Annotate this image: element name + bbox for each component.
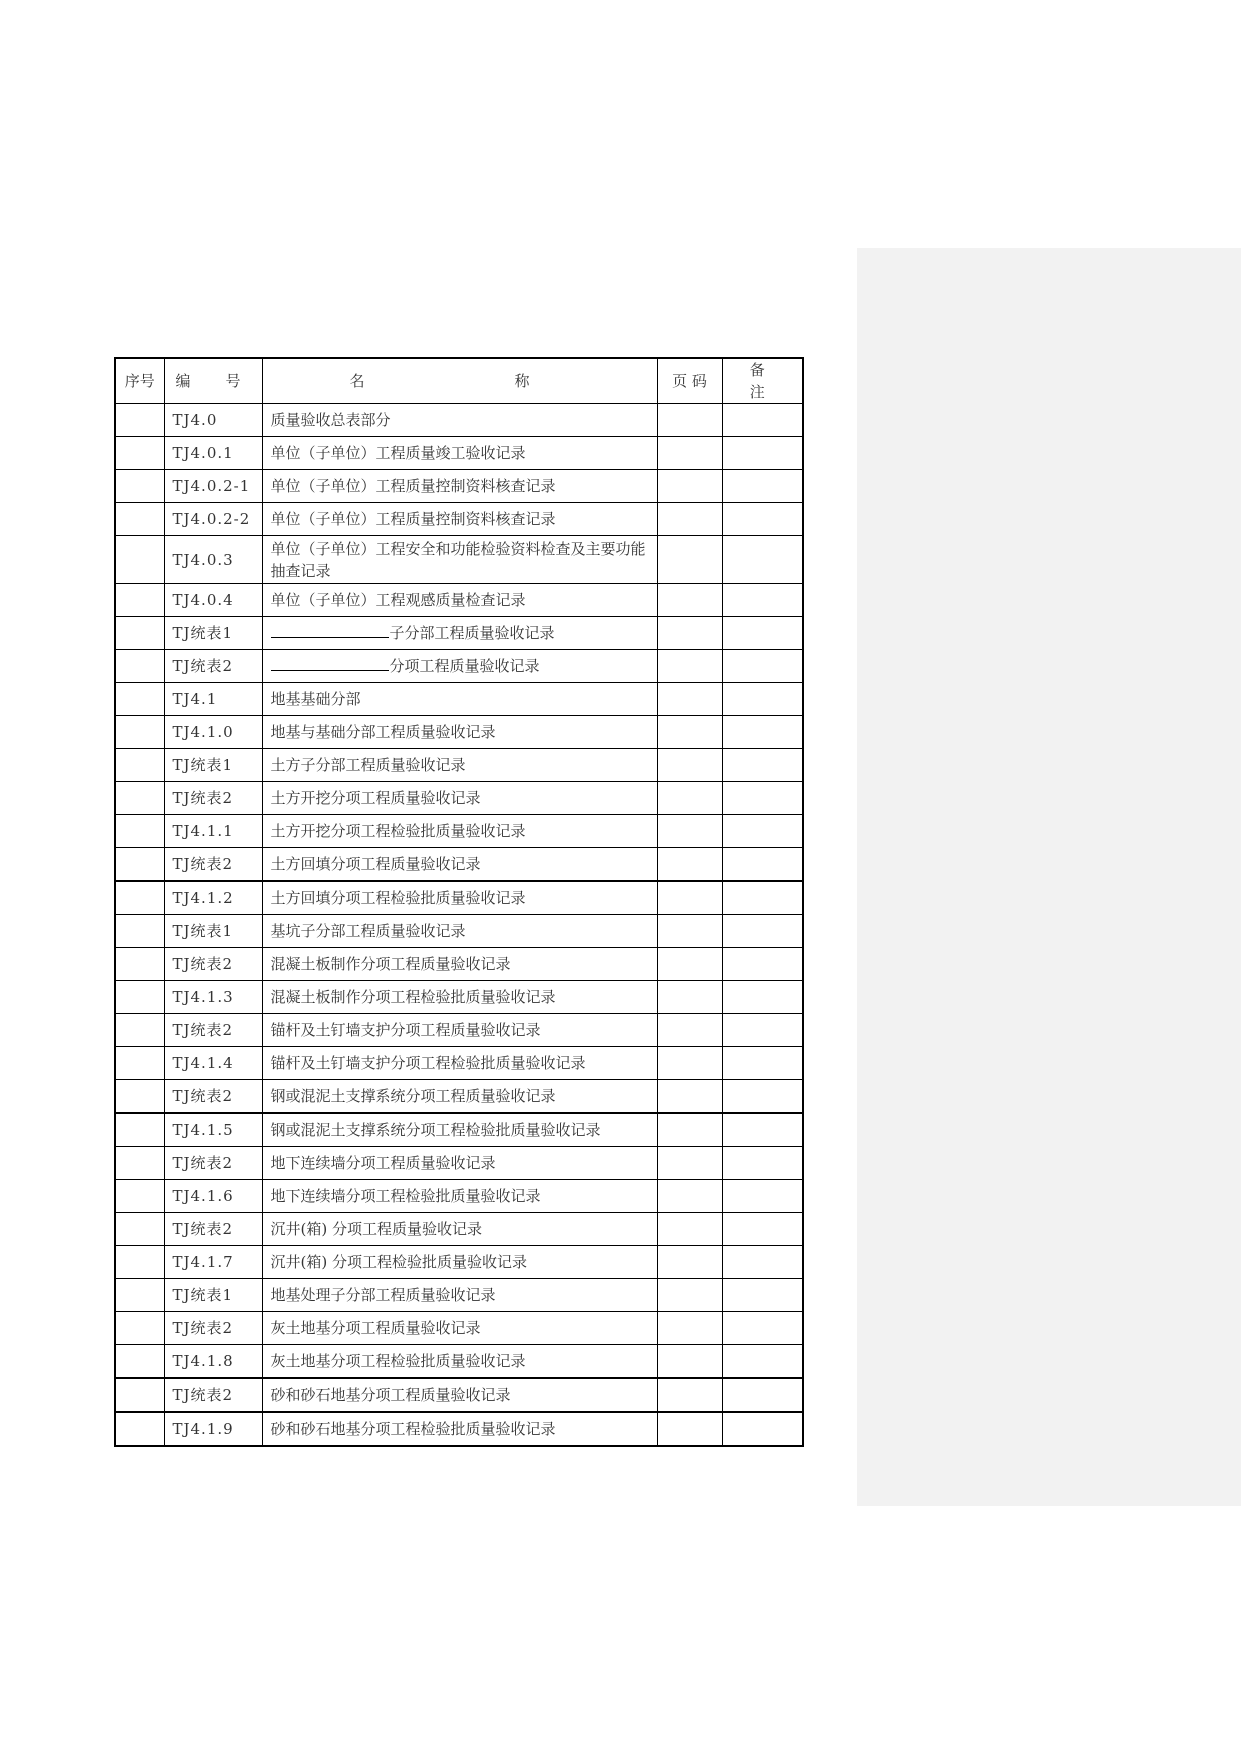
- page-cell: [657, 404, 722, 437]
- code-cell: TJ统表1: [164, 1279, 262, 1312]
- seq-cell: [115, 749, 164, 782]
- name-cell: 钢或混泥土支撑系统分项工程质量验收记录: [262, 1080, 657, 1114]
- page-cell: [657, 1279, 722, 1312]
- note-cell: [722, 1312, 803, 1345]
- table-row: [115, 1047, 803, 1080]
- table-row: [115, 1378, 803, 1412]
- note-cell: [722, 1279, 803, 1312]
- page-cell: [657, 470, 722, 503]
- page-cell: [657, 848, 722, 882]
- note-cell: [722, 617, 803, 650]
- code-cell: TJ4.1.0: [164, 716, 262, 749]
- page-cell: [657, 915, 722, 948]
- code-cell: TJ统表1: [164, 617, 262, 650]
- name-cell: 锚杆及土钉墙支护分项工程检验批质量验收记录: [262, 1047, 657, 1080]
- page-cell: [657, 1378, 722, 1412]
- name-cell: 砂和砂石地基分项工程检验批质量验收记录: [262, 1412, 657, 1446]
- table-row: [115, 536, 803, 584]
- table-row: [115, 981, 803, 1014]
- table-row: [115, 1279, 803, 1312]
- seq-cell: [115, 1014, 164, 1047]
- seq-cell: [115, 1345, 164, 1379]
- name-cell: 单位（子单位）工程质量竣工验收记录: [262, 437, 657, 470]
- table-row: [115, 716, 803, 749]
- note-cell: [722, 1180, 803, 1213]
- page-cell: [657, 1014, 722, 1047]
- note-cell: [722, 1080, 803, 1114]
- code-cell: TJ4.1.2: [164, 881, 262, 915]
- page-cell: [657, 749, 722, 782]
- table-row: [115, 1345, 803, 1379]
- table-row: [115, 915, 803, 948]
- table-row: [115, 1180, 803, 1213]
- code-cell: TJ统表2: [164, 848, 262, 882]
- seq-cell: [115, 1147, 164, 1180]
- seq-cell: [115, 470, 164, 503]
- name-cell: 土方子分部工程质量验收记录: [262, 749, 657, 782]
- table-row: [115, 470, 803, 503]
- note-cell: [722, 881, 803, 915]
- seq-cell: [115, 881, 164, 915]
- name-cell: 土方开挖分项工程质量验收记录: [262, 782, 657, 815]
- table-row: [115, 948, 803, 981]
- name-cell: 基坑子分部工程质量验收记录: [262, 915, 657, 948]
- table-row: [115, 584, 803, 617]
- table-row: [115, 503, 803, 536]
- code-cell: TJ统表2: [164, 1147, 262, 1180]
- seq-cell: [115, 536, 164, 584]
- page-cell: [657, 716, 722, 749]
- seq-cell: [115, 782, 164, 815]
- name-cell: 沉井(箱) 分项工程检验批质量验收记录: [262, 1246, 657, 1279]
- note-cell: [722, 1047, 803, 1080]
- code-cell: TJ统表2: [164, 1213, 262, 1246]
- seq-cell: [115, 584, 164, 617]
- table-row: [115, 782, 803, 815]
- note-cell: [722, 981, 803, 1014]
- code-cell: TJ4.1.5: [164, 1113, 262, 1147]
- name-text: 分项工程质量验收记录: [389, 657, 540, 675]
- seq-cell: [115, 981, 164, 1014]
- note-cell: [722, 815, 803, 848]
- name-cell: 地基与基础分部工程质量验收记录: [262, 716, 657, 749]
- code-cell: TJ4.1: [164, 683, 262, 716]
- name-cell: 钢或混泥土支撑系统分项工程检验批质量验收记录: [262, 1113, 657, 1147]
- table-row: [115, 1246, 803, 1279]
- header-name: 名 称: [262, 358, 657, 404]
- note-cell: [722, 1113, 803, 1147]
- note-cell: [722, 536, 803, 584]
- note-cell: [722, 716, 803, 749]
- note-cell: [722, 683, 803, 716]
- fill-in-blank: [271, 656, 389, 671]
- note-cell: [722, 584, 803, 617]
- code-cell: TJ4.1.8: [164, 1345, 262, 1379]
- seq-cell: [115, 848, 164, 882]
- seq-cell: [115, 716, 164, 749]
- page-cell: [657, 1047, 722, 1080]
- page-cell: [657, 815, 722, 848]
- note-cell: [722, 1412, 803, 1446]
- code-cell: TJ统表2: [164, 650, 262, 683]
- seq-cell: [115, 1246, 164, 1279]
- page-cell: [657, 1412, 722, 1446]
- name-cell: [262, 617, 657, 650]
- seq-cell: [115, 650, 164, 683]
- seq-cell: [115, 1080, 164, 1114]
- table-row: [115, 1080, 803, 1114]
- page-cell: [657, 948, 722, 981]
- name-cell: 单位（子单位）工程观感质量检查记录: [262, 584, 657, 617]
- note-cell: [722, 1345, 803, 1379]
- name-cell: 锚杆及土钉墙支护分项工程质量验收记录: [262, 1014, 657, 1047]
- code-cell: TJ统表2: [164, 948, 262, 981]
- table-row: [115, 881, 803, 915]
- page-cell: [657, 1080, 722, 1114]
- note-cell: [722, 1014, 803, 1047]
- code-cell: TJ4.0.4: [164, 584, 262, 617]
- code-cell: TJ统表1: [164, 749, 262, 782]
- page-cell: [657, 1180, 722, 1213]
- code-cell: TJ统表1: [164, 915, 262, 948]
- code-cell: TJ4.0.1: [164, 437, 262, 470]
- note-cell: [722, 1246, 803, 1279]
- page-cell: [657, 1246, 722, 1279]
- seq-cell: [115, 617, 164, 650]
- note-cell: [722, 749, 803, 782]
- code-cell: TJ统表2: [164, 782, 262, 815]
- name-cell: 质量验收总表部分: [262, 404, 657, 437]
- note-cell: [722, 1213, 803, 1246]
- table-row: [115, 1014, 803, 1047]
- code-cell: TJ统表2: [164, 1312, 262, 1345]
- name-cell: 沉井(箱) 分项工程质量验收记录: [262, 1213, 657, 1246]
- seq-cell: [115, 1180, 164, 1213]
- toc-table: [114, 357, 804, 1447]
- name-cell: 单位（子单位）工程质量控制资料核查记录: [262, 503, 657, 536]
- table-row: [115, 404, 803, 437]
- name-cell: 地基基础分部: [262, 683, 657, 716]
- seq-cell: [115, 503, 164, 536]
- page-cell: [657, 650, 722, 683]
- page-cell: [657, 683, 722, 716]
- seq-cell: [115, 437, 164, 470]
- page-cell: [657, 1113, 722, 1147]
- code-cell: TJ统表2: [164, 1080, 262, 1114]
- table-row: [115, 1312, 803, 1345]
- name-cell: 地下连续墙分项工程检验批质量验收记录: [262, 1180, 657, 1213]
- seq-cell: [115, 1279, 164, 1312]
- name-cell: 地基处理子分部工程质量验收记录: [262, 1279, 657, 1312]
- note-cell: [722, 1147, 803, 1180]
- header-note: 备 注: [722, 358, 803, 404]
- note-cell: [722, 437, 803, 470]
- code-cell: TJ4.1.1: [164, 815, 262, 848]
- seq-cell: [115, 1312, 164, 1345]
- page-cell: [657, 437, 722, 470]
- code-cell: TJ4.0.3: [164, 536, 262, 584]
- page-cell: [657, 1147, 722, 1180]
- table-row: [115, 848, 803, 882]
- comment-pane: [857, 248, 1241, 1506]
- seq-cell: [115, 1113, 164, 1147]
- page-cell: [657, 881, 722, 915]
- table-row: [115, 437, 803, 470]
- note-cell: [722, 848, 803, 882]
- code-cell: TJ4.1.9: [164, 1412, 262, 1446]
- seq-cell: [115, 1213, 164, 1246]
- name-text: 子分部工程质量验收记录: [389, 624, 555, 642]
- fill-in-blank: [271, 623, 389, 638]
- table-row: [115, 1412, 803, 1446]
- header-code: 编 号: [164, 358, 262, 404]
- name-cell: 灰土地基分项工程质量验收记录: [262, 1312, 657, 1345]
- header-row: [115, 358, 803, 404]
- name-cell: 混凝土板制作分项工程检验批质量验收记录: [262, 981, 657, 1014]
- page-cell: [657, 782, 722, 815]
- seq-cell: [115, 683, 164, 716]
- page-cell: [657, 536, 722, 584]
- page-cell: [657, 617, 722, 650]
- name-cell: 土方回填分项工程质量验收记录: [262, 848, 657, 882]
- name-cell: [262, 650, 657, 683]
- header-seq: 序号: [115, 358, 164, 404]
- name-cell: 土方开挖分项工程检验批质量验收记录: [262, 815, 657, 848]
- page-cell: [657, 981, 722, 1014]
- code-cell: TJ4.1.7: [164, 1246, 262, 1279]
- code-cell: TJ4.1.6: [164, 1180, 262, 1213]
- name-cell: 灰土地基分项工程检验批质量验收记录: [262, 1345, 657, 1379]
- table-row: [115, 1213, 803, 1246]
- seq-cell: [115, 915, 164, 948]
- table-row: [115, 650, 803, 683]
- code-cell: TJ4.1.3: [164, 981, 262, 1014]
- name-cell: 土方回填分项工程检验批质量验收记录: [262, 881, 657, 915]
- code-cell: TJ4.0.2-2: [164, 503, 262, 536]
- code-cell: TJ4.1.4: [164, 1047, 262, 1080]
- seq-cell: [115, 948, 164, 981]
- code-cell: TJ4.0: [164, 404, 262, 437]
- table-row: [115, 815, 803, 848]
- note-cell: [722, 404, 803, 437]
- name-cell: 地下连续墙分项工程质量验收记录: [262, 1147, 657, 1180]
- seq-cell: [115, 1378, 164, 1412]
- name-cell: 单位（子单位）工程质量控制资料核查记录: [262, 470, 657, 503]
- note-cell: [722, 1378, 803, 1412]
- name-cell: 混凝土板制作分项工程质量验收记录: [262, 948, 657, 981]
- name-cell: 单位（子单位）工程安全和功能检验资料检查及主要功能抽查记录: [262, 536, 657, 584]
- header-page: 页 码: [657, 358, 722, 404]
- seq-cell: [115, 1047, 164, 1080]
- page-cell: [657, 1312, 722, 1345]
- page-cell: [657, 1213, 722, 1246]
- name-cell: 砂和砂石地基分项工程质量验收记录: [262, 1378, 657, 1412]
- table-row: [115, 749, 803, 782]
- table-row: [115, 1113, 803, 1147]
- page-cell: [657, 503, 722, 536]
- page-cell: [657, 1345, 722, 1379]
- note-cell: [722, 782, 803, 815]
- note-cell: [722, 948, 803, 981]
- page-cell: [657, 584, 722, 617]
- note-cell: [722, 650, 803, 683]
- seq-cell: [115, 404, 164, 437]
- table-row: [115, 1147, 803, 1180]
- note-cell: [722, 915, 803, 948]
- seq-cell: [115, 815, 164, 848]
- code-cell: TJ统表2: [164, 1014, 262, 1047]
- table-row: [115, 617, 803, 650]
- note-cell: [722, 503, 803, 536]
- table-row: [115, 683, 803, 716]
- seq-cell: [115, 1412, 164, 1446]
- note-cell: [722, 470, 803, 503]
- code-cell: TJ统表2: [164, 1378, 262, 1412]
- code-cell: TJ4.0.2-1: [164, 470, 262, 503]
